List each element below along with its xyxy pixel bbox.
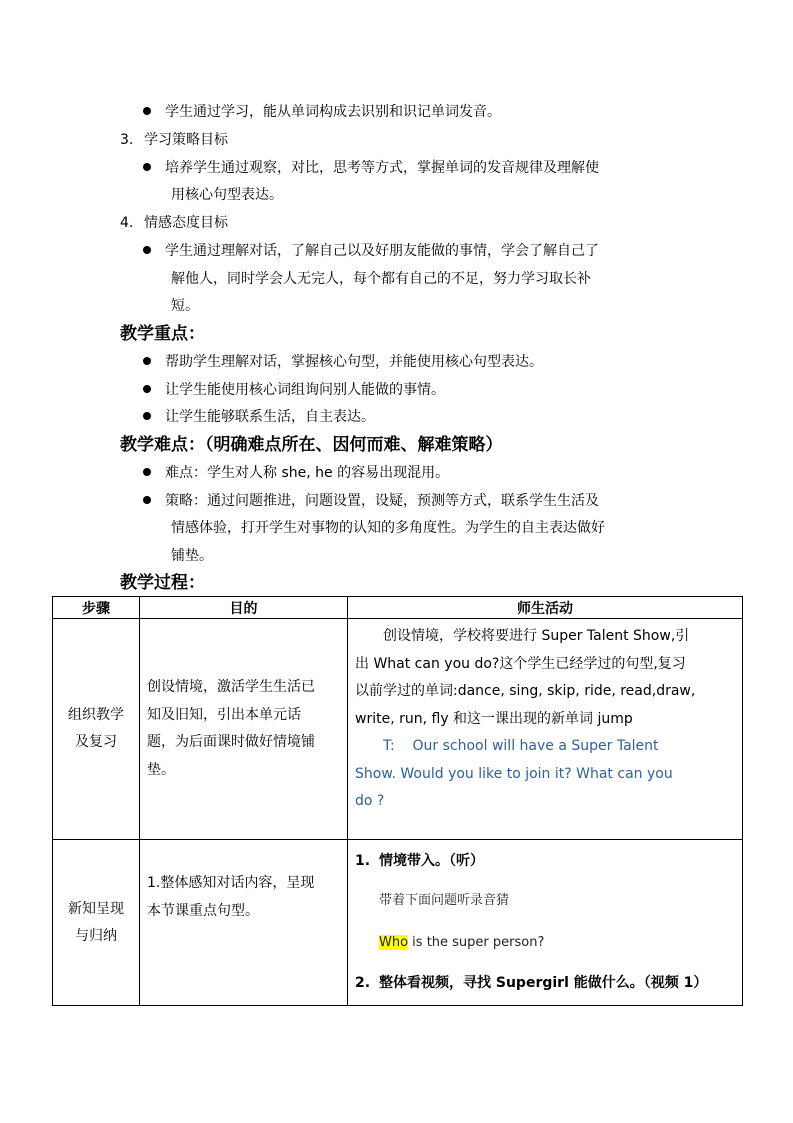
- question-line: Who is the super person?: [379, 935, 545, 950]
- bullet-dot-icon: [143, 412, 151, 420]
- column-header: 目的: [140, 597, 348, 619]
- highlighted-word: Who: [379, 935, 409, 950]
- bullet-item: 让学生能使用核心词组询问别人能做的事情。: [143, 377, 445, 404]
- bullet-dot-icon: [143, 107, 151, 115]
- step-cell: 新知呈现 与归纳: [53, 840, 140, 1006]
- bullet-continuation: 解他人，同时学会人无完人，每个都有自己的不足，努力学习取长补: [171, 271, 591, 287]
- section-title: 4. 情感态度目标: [120, 215, 228, 231]
- column-header: 师生活动: [348, 597, 743, 619]
- bullet-item: 难点：学生对人称 she, he 的容易出现混用。: [143, 460, 449, 487]
- process-heading: 教学过程：: [120, 573, 205, 593]
- bullet-continuation: 用核心句型表达。: [171, 187, 283, 203]
- bullet-continuation: 铺垫。: [171, 548, 213, 564]
- bullet-continuation: 情感体验，打开学生对事物的认知的多角度性。为学生的自主表达做好: [171, 520, 605, 536]
- bullet-item: 学生通过理解对话，了解自己以及好朋友能做的事情，学会了解自己了: [143, 238, 599, 265]
- section-title: 3. 学习策略目标: [120, 132, 228, 148]
- bullet-continuation: 短。: [171, 298, 199, 314]
- activity-step: 1. 情境带入。（听）: [355, 853, 484, 869]
- bullet-item: 策略：通过问题推进，问题设置，设疑，预测等方式，联系学生生活及: [143, 488, 599, 515]
- bullet-dot-icon: [143, 496, 151, 504]
- activity-cell: 创设情境，学校将要进行 Super Talent Show,引 出 What can you do?这个学生已经学过的句型,复习 以前学过的单词:dance, sing, skip, ride, read,draw, write, run, fly 和这一课出现的新单词 jump T: Our school will have a Super Talent Show. Would you like to join it? What can you do ?: [348, 619, 743, 840]
- listen-intro: 带着下面问题听录音猜: [379, 893, 510, 908]
- bullet-item: 培养学生通过观察，对比，思考等方式，掌握单词的发音规律及理解使: [143, 155, 599, 182]
- bullet-item: 让学生能够联系生活，自主表达。: [143, 404, 375, 431]
- difficulties-heading: 教学难点：（明确难点所在、因何而难、解难策略）: [120, 435, 503, 455]
- teacher-line: T: Our school will have a Super Talent: [383, 738, 659, 754]
- key-points-heading: 教学重点：: [120, 324, 205, 344]
- bullet-item: 学生通过学习，能从单词构成去识别和识记单词发音。: [143, 99, 501, 126]
- process-table: [52, 596, 743, 1006]
- purpose-cell: 创设情境，激活学生生活已 知及旧知，引出本单元话 题，为后面课时做好情境铺 垫。: [140, 619, 348, 840]
- table-header-row: [53, 597, 743, 619]
- table-row: [53, 840, 743, 1006]
- bullet-dot-icon: [143, 385, 151, 393]
- step-cell: 组织教学 及复习: [53, 619, 140, 840]
- table-row: [53, 619, 743, 840]
- bullet-dot-icon: [143, 468, 151, 476]
- bullet-item: 帮助学生理解对话，掌握核心句型，并能使用核心句型表达。: [143, 349, 543, 376]
- bullet-dot-icon: [143, 163, 151, 171]
- activity-cell: [348, 840, 743, 1006]
- purpose-cell: 1.整体感知对话内容，呈现 本节课重点句型。: [140, 840, 348, 1006]
- activity-step: 2. 整体看视频，寻找 Supergirl 能做什么。（视频 1）: [355, 975, 708, 991]
- column-header: 步骤: [53, 597, 140, 619]
- bullet-dot-icon: [143, 357, 151, 365]
- bullet-dot-icon: [143, 246, 151, 254]
